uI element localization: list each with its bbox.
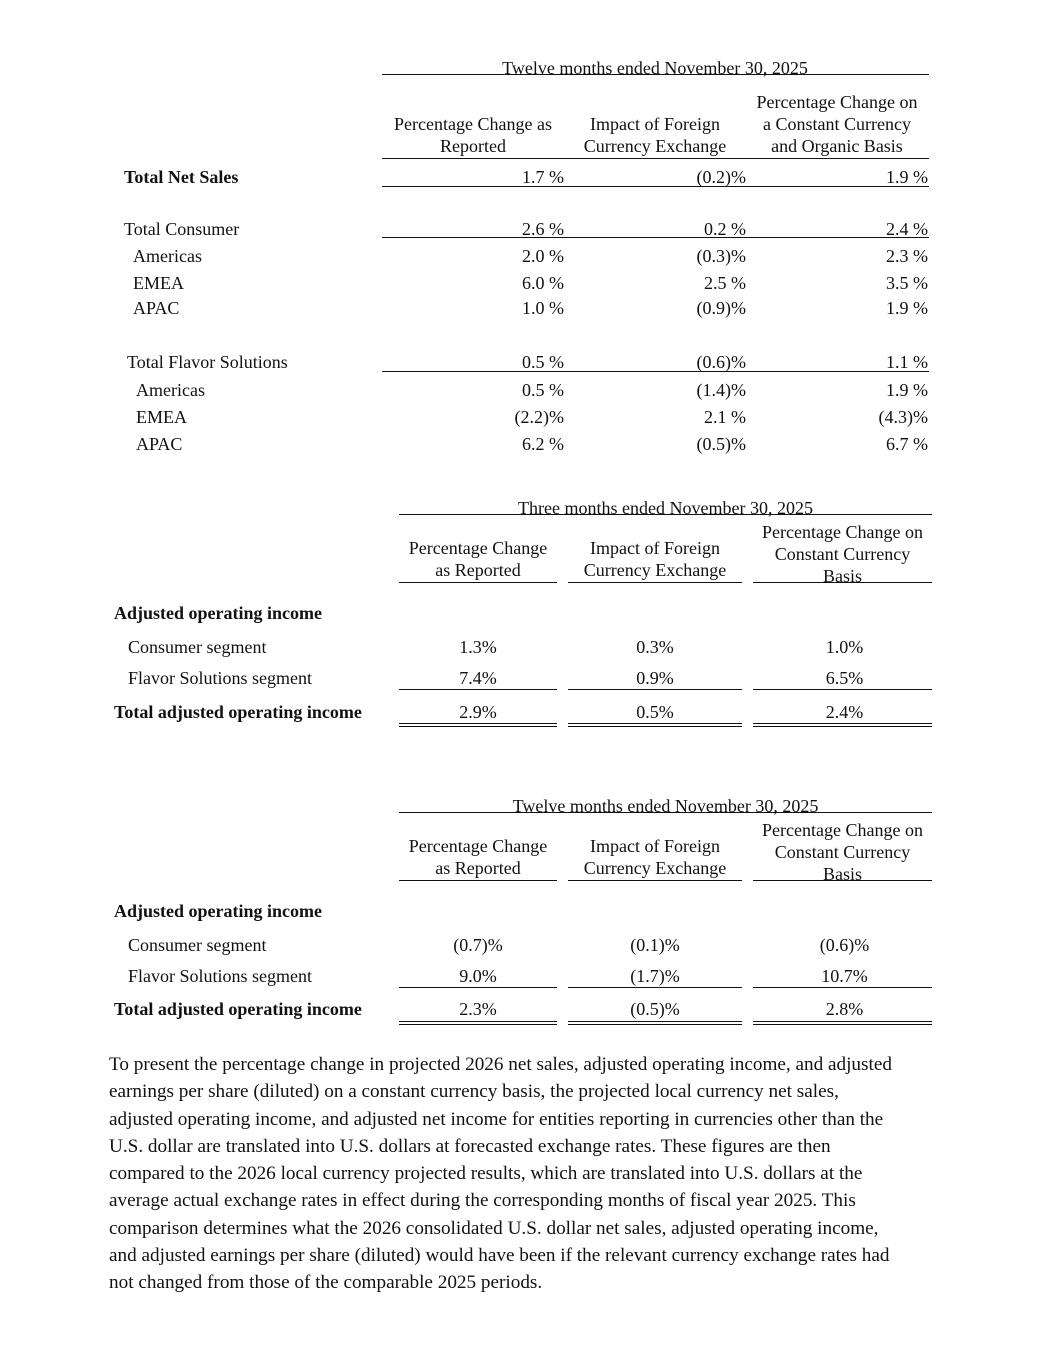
table3-header-fx: Impact of Foreign Currency Exchange <box>583 836 727 878</box>
cell: 1.0% <box>825 637 864 657</box>
cell: (0.3)% <box>696 246 746 266</box>
paragraph-line: adjusted operating income, and adjusted net income for entities reporting in currencies other than the <box>109 1108 884 1130</box>
table1-header-constant: Percentage Change on a Constant Currency and Organic Basis <box>756 92 918 156</box>
cell: 1.9 % <box>886 298 928 318</box>
table2-subtotal-rule-1 <box>399 689 557 690</box>
cell: 0.2 % <box>704 219 746 239</box>
cell: 10.7% <box>821 966 868 986</box>
cell: 1.0 % <box>522 298 564 318</box>
cell: 2.8% <box>825 999 864 1019</box>
cell: (0.6)% <box>696 352 746 372</box>
table1-header-reported: Percentage Change as Reported <box>394 114 552 156</box>
body-paragraph <box>109 1051 969 1297</box>
row-label: APAC <box>133 298 180 318</box>
table3-subtotal-rule-1 <box>399 987 557 988</box>
cell: (1.7)% <box>630 966 680 986</box>
table1-consumer-rule <box>382 237 929 238</box>
table1-header-rule <box>382 158 929 159</box>
table3-header-rule-2 <box>568 880 742 881</box>
table2-period-rule <box>399 514 932 515</box>
cell: 6.5% <box>825 668 864 688</box>
row-label: Total Consumer <box>124 219 240 239</box>
cell: (2.2)% <box>514 407 564 427</box>
cell: 3.5 % <box>886 273 928 293</box>
table2-subtotal-rule-3 <box>753 689 932 690</box>
cell: (0.2)% <box>696 167 746 187</box>
cell: 0.9% <box>636 668 674 688</box>
table1-period-rule <box>382 74 929 75</box>
cell: (0.9)% <box>696 298 746 318</box>
cell: 2.3 % <box>886 246 928 266</box>
table1-period: Twelve months ended November 30, 2025 <box>502 58 808 78</box>
row-label: EMEA <box>136 407 187 427</box>
cell: 0.5 % <box>522 352 564 372</box>
cell: 2.0 % <box>522 246 564 266</box>
paragraph-line: and adjusted earnings per share (diluted) would have been if the relevant currency exchange rates had <box>109 1245 890 1267</box>
table3-header-rule-3 <box>753 880 932 881</box>
cell: 1.9 % <box>886 167 928 187</box>
cell: (0.5)% <box>696 434 746 454</box>
table3-total-rule-2 <box>568 1021 742 1025</box>
table2-total-rule-3 <box>753 723 932 727</box>
table1-flavor-rule <box>382 371 929 372</box>
cell: 1.1 % <box>886 352 928 372</box>
table2-header-fx: Impact of Foreign Currency Exchange <box>583 538 727 580</box>
table3-total-rule-1 <box>399 1021 557 1025</box>
cell: 2.5 % <box>704 273 746 293</box>
table3-header-reported: Percentage Change as Reported <box>408 836 548 878</box>
cell: 2.1 % <box>704 407 746 427</box>
table3-period-rule <box>399 812 932 813</box>
row-label: Total Flavor Solutions <box>127 352 288 372</box>
table3-total-rule-3 <box>753 1021 932 1025</box>
row-label: Americas <box>136 380 205 400</box>
row-label: EMEA <box>133 273 184 293</box>
cell: 2.6 % <box>522 219 564 239</box>
row-label: Consumer segment <box>128 935 267 955</box>
table1-net-sales-rule <box>382 186 929 187</box>
row-label: Flavor Solutions segment <box>128 966 312 986</box>
table2-header-rule-3 <box>753 582 932 583</box>
cell: (0.1)% <box>630 935 680 955</box>
cell: 2.4% <box>825 702 864 722</box>
row-label: Total Net Sales <box>124 167 239 187</box>
row-label: Total adjusted operating income <box>114 999 362 1019</box>
cell: 7.4% <box>459 668 497 688</box>
section-label: Adjusted operating income <box>114 901 322 921</box>
paragraph-line: average actual exchange rates in effect during the corresponding months of fiscal year 2025. This <box>109 1190 856 1212</box>
table3-period: Twelve months ended November 30, 2025 <box>512 796 819 816</box>
paragraph-line: not changed from those of the comparable 2025 periods. <box>109 1272 543 1294</box>
paragraph-line: compared to the 2026 local currency projected results, which are translated into U.S. dollars at the <box>109 1163 863 1185</box>
cell: 1.9 % <box>886 380 928 400</box>
table2-header-rule-2 <box>568 582 742 583</box>
paragraph-line: comparison determines what the 2026 consolidated U.S. dollar net sales, adjusted operating income, <box>109 1217 879 1239</box>
table2-total-rule-2 <box>568 723 742 727</box>
section-label: Adjusted operating income <box>114 603 322 623</box>
cell: 2.3% <box>459 999 497 1019</box>
table2-header-reported: Percentage Change as Reported <box>408 538 548 580</box>
cell: 6.0 % <box>522 273 564 293</box>
table1-header-fx: Impact of Foreign Currency Exchange <box>583 114 727 156</box>
cell: (0.7)% <box>453 935 503 955</box>
table2-subtotal-rule-2 <box>568 689 742 690</box>
table3-subtotal-rule-3 <box>753 987 932 988</box>
cell: (0.6)% <box>819 935 870 955</box>
cell: 9.0% <box>459 966 497 986</box>
cell: 0.3% <box>636 637 674 657</box>
table2-period: Three months ended November 30, 2025 <box>518 498 813 518</box>
row-label: Total adjusted operating income <box>114 702 362 722</box>
cell: 2.9% <box>459 702 497 722</box>
cell: 6.7 % <box>886 434 928 454</box>
cell: (0.5)% <box>630 999 680 1019</box>
cell: 2.4 % <box>886 219 928 239</box>
cell: 0.5% <box>636 702 674 722</box>
row-label: Flavor Solutions segment <box>128 668 312 688</box>
row-label: Consumer segment <box>128 637 267 657</box>
table3-header-constant: Percentage Change on Constant Currency Basis <box>762 820 923 884</box>
table3-subtotal-rule-2 <box>568 987 742 988</box>
table2-total-rule-1 <box>399 723 557 727</box>
cell: (4.3)% <box>878 407 928 427</box>
cell: 1.7 % <box>522 167 564 187</box>
table2-header-rule-1 <box>399 582 557 583</box>
table3-header-rule-1 <box>399 880 557 881</box>
cell: (1.4)% <box>696 380 746 400</box>
table2-header-constant: Percentage Change on Constant Currency Basis <box>762 522 923 586</box>
cell: 1.3% <box>459 637 497 657</box>
paragraph-line: U.S. dollar are translated into U.S. dollars at forecasted exchange rates. These figures are then <box>109 1135 831 1157</box>
paragraph-line: To present the percentage change in projected 2026 net sales, adjusted operating income, and adjusted <box>109 1054 892 1075</box>
cell: 0.5 % <box>522 380 564 400</box>
cell: 6.2 % <box>522 434 564 454</box>
row-label: APAC <box>136 434 183 454</box>
row-label: Americas <box>133 246 202 266</box>
paragraph-line: earnings per share (diluted) on a constant currency basis, the projected local currency net sales, <box>109 1081 839 1103</box>
